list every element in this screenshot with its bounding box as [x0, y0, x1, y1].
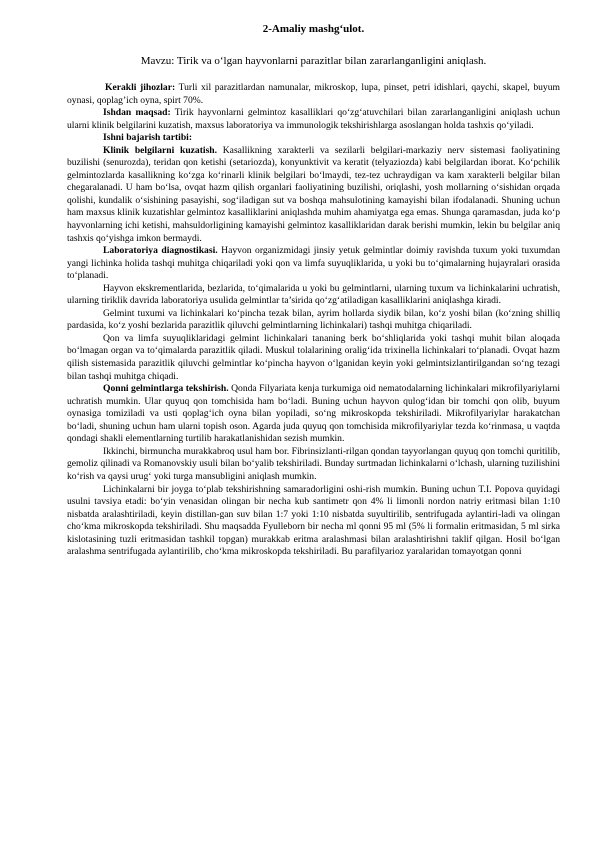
paragraph-clinical-signs [67, 145, 560, 245]
paragraph-text: Hayvon organizmidagi jinsiy yetuk gelmintlar doimiy ravishda tuxum yoki tuxumdan yangi lichinka holida tashqi muhitga chiqariladi yoki qon va limfa suyuqliklarida, u yoki bu to‘qimalarning hujayralari orasida to‘planadi. [67, 245, 561, 282]
paragraph-text: Qon va limfa suyuqliklaridagi gelmint lichinkalari tananing berk bo‘shliqlarida yoki tashqi muhit bilan aloqada bo‘lmagan organ va to‘qimalarda parazitlik qiladi. Muskul tolalarining oralig‘ida trixinella lichinkalari to‘planadi. Ovqat hazm qilish sistemasida parazitlik qiluvchi gelmintlar ko‘pincha hayvon o‘lganidan keyin yoki gelmintsizlantirilgandan so‘ng tezagi bilan tashqi muhitga chiqadi. [67, 332, 560, 382]
paragraph-lead: Klinik belgilarni kuzatish. [103, 144, 218, 156]
paragraph-lead: Ishni bajarish tartibi: [103, 132, 193, 144]
paragraph-body [67, 308, 560, 333]
paragraph-text: Lichinkalarni bir joyga to‘plab tekshirishning samaradorligini oshi-rish mumkin. Buning uchun T.I. Popova quyidagi usulni tavsiya etadi: bo‘yin venasidan olingan bir necha kub santimetr qon 4% li limonli nordon natriy eritmasi bilan 1:10 nisbatda aralashtiriladi, keyin distillan-gan suv bilan 1:7 yoki 1:10 nisbatda suyultirilib, sentrifugada aylantiri-ladi va olingan cho‘kma mikroskopda tekshiriladi. Shu maqsadda Fyulleborn bir necha ml qonni 95 ml (5% li formalin eritmasidan, 5 ml sirka kislotasining tuzli eritmasidan tashkil topgan) murakkab eritma aralashmasi bilan aralashtirishni taklif qilgan. Hosil bo‘lgan aralashma sentrifugada aylantirilib, cho‘kma mikroskopda tekshiriladi. Bu parafilyarioz yaralaridan tomayotgan qonni [67, 483, 560, 558]
paragraph-text: Qonda Filyariata kenja turkumiga oid nematodalarning lichinkalari mikrofilyariylarni uchratish mumkin. Ular quyuq qon tomchisida ham bo‘ladi. Buning uchun hayvon qulog‘idan bir tomchi qon olib, buyum oynasiga tomiziladi va usti qoplag‘ich oyna bilan yopiladi, so‘ng mikroskopda tekshiriladi. Mikrofilyariylar harakatchan bo‘ladi, shuning uchun ham ularni topish oson. Agarda juda quyuq qon tomchisida mikrofilyariylar tezda ko‘rinmasa, u vaqtda qondagi shakli elementlarning turtilib harakatlanishidan sezish mumkin. [67, 383, 561, 445]
paragraph-body [67, 283, 560, 308]
paragraph-text: Tirik hayvonlarni gelmintoz kasalliklari qo‘zg‘atuvchilari bilan zararlanganligini aniqlash uchun ularni klinik belgilarini kuzatish, maxsus laboratoriya va immunologik tekshirishlarga asoslangan holda tashxis qo‘yiladi. [67, 107, 560, 131]
paragraph-purpose [67, 107, 560, 132]
paragraph-text: Kasallikning xarakterli va sezilarli belgilari-markaziy nerv sistemasi faoliyatining buzilishi (senurozda), teridan qon ketishi (setariozda), konyunktivit va keratit (telyaziozda) kabi belgilardan iborat. Ko‘pchilik gelmintozlarda kasallikning ko‘zga ko‘rinarli klinik belgilari bo‘lmaydi, tez-tez uchraydigan va kam xarakterli belgilar bilan chegaralanadi. U ham bo‘lsa, ovqat hazm qilish organlari faoliyatining buzilishi, oriqlashi, yosh mollarning o‘sishidan orqada qolishi, kundalik o‘sishining pasayishi, sog‘iladigan sut va boshqa mahsulotining kamayishi bilan ifodalanadi. Shuning uchun ham maxsus klinik kuzatishlar gelmintoz kasalliklarini aniqlashda muhim ahamiyatga ega emas. Shunga qaramasdan, juda ko‘p hayvonlarning ichi ketishi, mahsuldorligining kamayishi gelmintoz kasalliklaridan darak berishi mumkin, lekin bu belgilar aniq tashxis qo‘yishga imkon bermaydi. [67, 144, 560, 244]
paragraph-lead: Ishdan maqsad: [103, 107, 171, 119]
paragraph-lead: Kerakli jihozlar: [105, 82, 176, 93]
paragraph-lab-diagnostics [67, 245, 560, 283]
paragraph-text: Turli xil parazitlardan namunalar, mikroskop, lupa, pinset, petri idishlari, qaychi, skapel, buyum oynasi, qoplag’ich oyna, spirt 70%. [67, 82, 560, 106]
paragraph-text: Hayvon ekskrementlarida, bezlarida, to‘qimalarida u yoki bu gelmintlarni, ularning tuxum va lichinkalarini uchratish, ularning tiriklik davrida laboratoriya usulida gelmintlar ta’sirida qo‘zg‘atiladigan kasalliklarini aniqlashga kiradi. [67, 282, 560, 307]
paragraph-text: Ikkinchi, birmuncha murakkabroq usul ham bor. Fibrinsizlanti-rilgan qondan tayyorlangan quyuq qon tomchi quritilib, gemoliz qilinadi va Romanovskiy usuli bilan bo‘yalib tekshiriladi. Bunday surtmadan lichinkalarni o‘lchash, ularning tuzilishini ko‘rish va qaysi urug‘ yoki turga mansubligini aniqlash mumkin. [67, 445, 560, 482]
paragraph-blood-test [67, 383, 560, 446]
paragraph-text: Gelmint tuxumi va lichinkalari ko‘pincha tezak bilan, ayrim hollarda siydik bilan, ko‘z yoshi bilan (ko‘zning shilliq pardasida, ko‘z yoshi bezlarida parazitlik qiluvchi gelmintlarning lichinkalari) tashqi muhitga chiqariladi. [67, 307, 560, 332]
paragraph-procedure-heading [67, 132, 560, 145]
page-title: 2-Amaliy mashg‘ulot. [262, 23, 365, 35]
paragraph-body [67, 484, 560, 559]
paragraph-body [67, 333, 560, 383]
paragraph-equipment [67, 82, 560, 107]
paragraph-body [67, 446, 560, 484]
page-subtitle: Mavzu: Tirik va o‘lgan hayvonlarni parazitlar bilan zararlanganligini aniqlash. [140, 55, 487, 67]
paragraph-lead: Laboratoriya diagnostikasi. [103, 245, 218, 257]
paragraph-lead: Qonni gelmintlarga tekshirish. [103, 383, 229, 395]
